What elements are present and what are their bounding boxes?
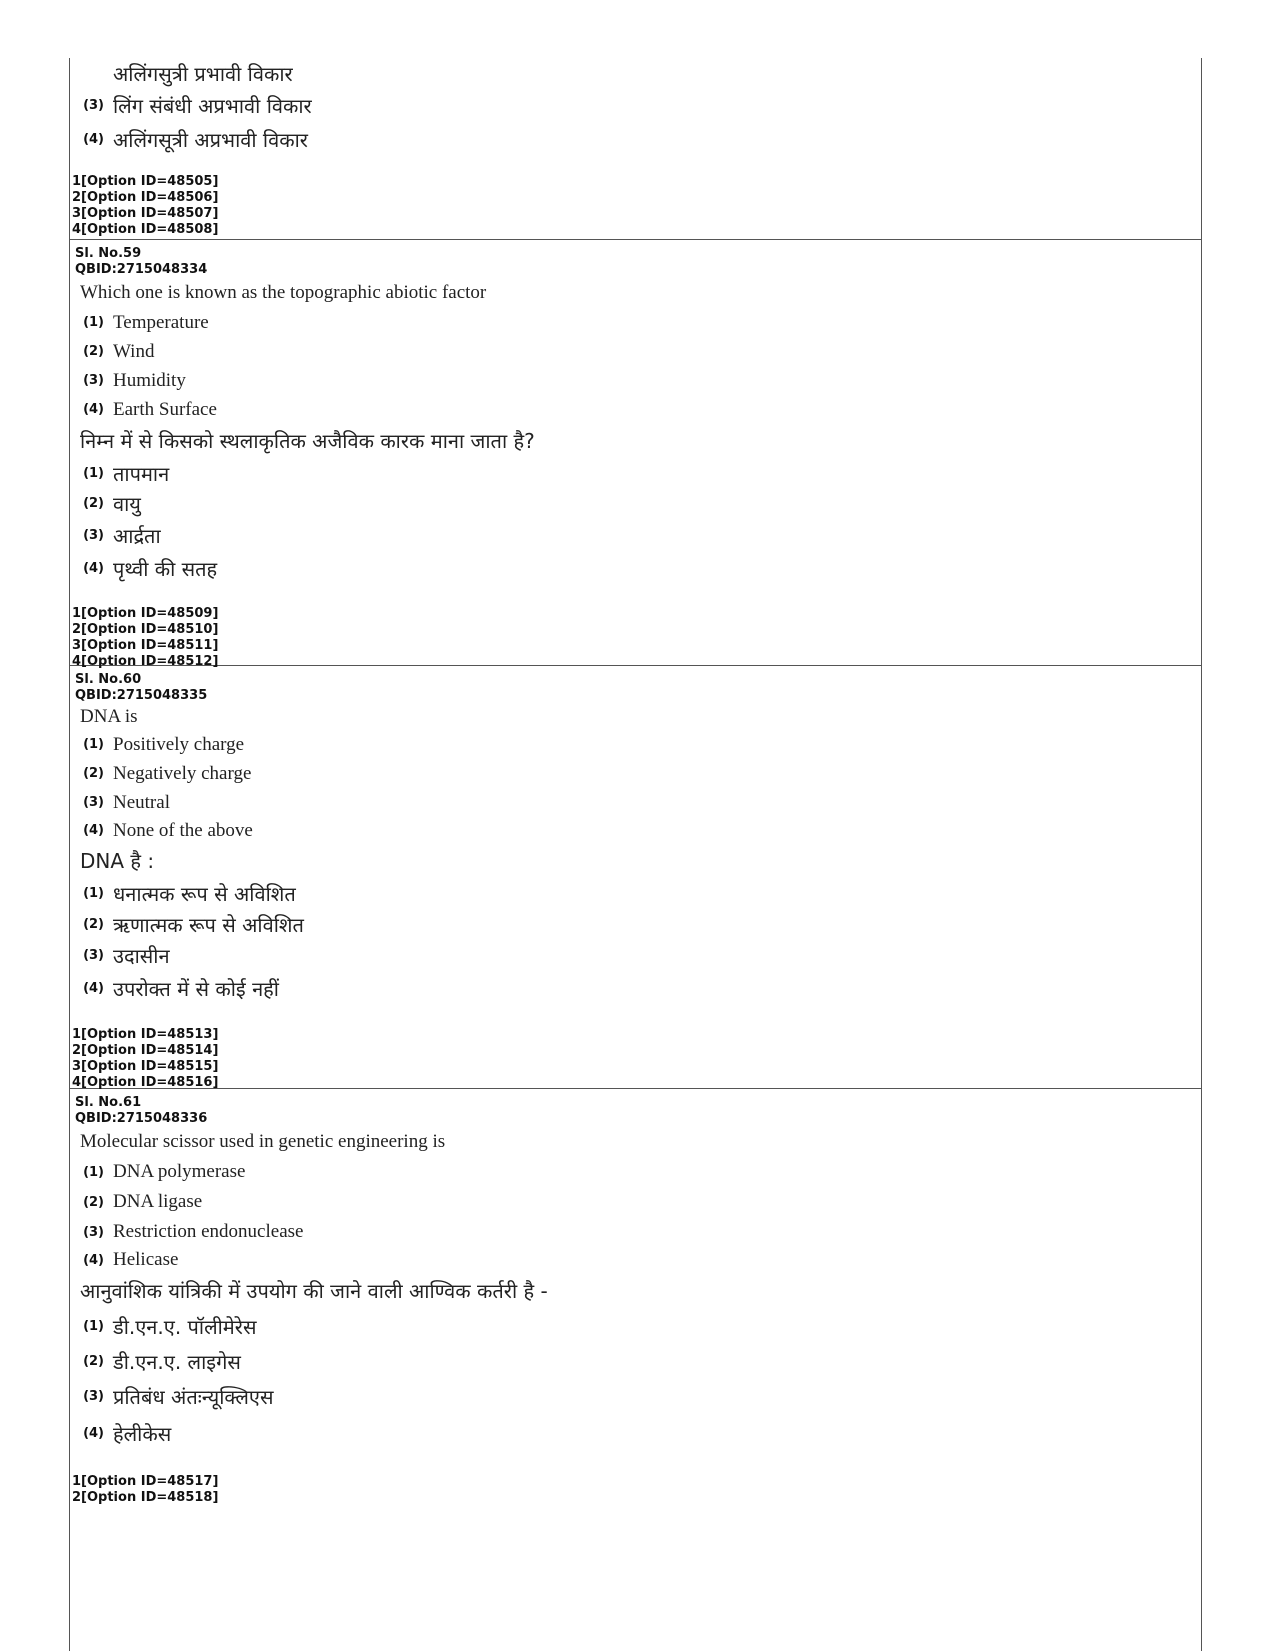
option-number: (1) (83, 737, 104, 752)
option-text: प्रतिबंध अंतःन्यूक्लिएस (113, 1385, 274, 1409)
option-number: (2) (83, 1194, 104, 1210)
option-number: (2) (83, 917, 104, 932)
option-en-3 (70, 1217, 1201, 1247)
option-hi-3 (70, 940, 1201, 971)
option-en-1 (70, 730, 1201, 759)
option-text: लिंग संबंधी अप्रभावी विकार (113, 93, 312, 118)
option-number: (3) (83, 948, 104, 963)
question-58-tail (70, 58, 1201, 240)
option-en-4 (70, 395, 1201, 424)
option-hi-4 (70, 122, 1201, 156)
option-id: 1[Option ID=48509] (72, 606, 219, 621)
option-id: 4[Option ID=48508] (72, 222, 219, 237)
option-en-2 (70, 1187, 1201, 1217)
option-text: अलिंगसूत्री अप्रभावी विकार (113, 127, 308, 152)
option-id: 3[Option ID=48515] (72, 1059, 219, 1074)
option-number: (2) (83, 1354, 104, 1369)
option-number: (2) (83, 495, 104, 511)
question-text-hi: आनुवांशिक यांत्रिकी में उपयोग की जाने वाली आण्विक कर्तरी है - (80, 1279, 548, 1303)
serial-number: Sl. No.60 (75, 672, 142, 687)
option-text: तापमान (113, 461, 170, 486)
option-hi-4 (70, 552, 1201, 584)
option-text: पृथ्वी की सतह (113, 556, 218, 581)
option-number: (1) (83, 465, 104, 481)
option-number: (3) (83, 795, 104, 810)
option-text: वायु (113, 491, 141, 516)
option-number: (1) (83, 886, 104, 901)
option-text: Restriction endonuclease (113, 1221, 304, 1242)
option-en-1 (70, 308, 1201, 337)
option-number: (3) (83, 97, 104, 113)
option-number: (4) (83, 980, 104, 996)
option-id-list (70, 1027, 1201, 1091)
option-number: (3) (83, 1224, 104, 1240)
option-number: (2) (83, 344, 104, 359)
option-hi-3 (70, 88, 1201, 122)
question-59 (70, 240, 1201, 669)
option-id: 1[Option ID=48505] (72, 174, 219, 189)
question-paper-sheet (69, 58, 1202, 1651)
option-number: (1) (83, 1164, 104, 1180)
question-text-en: Molecular scissor used in genetic engineering is (80, 1131, 446, 1152)
option-text: अलिंगसुत्री प्रभावी विकार (113, 61, 293, 86)
option-text: Earth Surface (113, 398, 217, 420)
option-number: (4) (83, 560, 104, 576)
option-text: उदासीन (113, 944, 170, 968)
option-number: (3) (83, 1389, 104, 1404)
option-hi-3 (70, 1379, 1201, 1414)
qbid: QBID:2715048336 (75, 1111, 208, 1126)
option-id: 2[Option ID=48518] (72, 1490, 219, 1505)
option-id: 1[Option ID=48513] (72, 1027, 219, 1042)
option-id-list (70, 1474, 1201, 1506)
option-id-list (70, 606, 1201, 670)
question-60 (70, 666, 1201, 1089)
option-number: (4) (83, 1252, 104, 1268)
qbid: QBID:2715048334 (75, 262, 208, 277)
option-text: Positively charge (113, 733, 245, 755)
option-number: (3) (83, 527, 104, 543)
option-text: ऋणात्मक रूप से अविशित (113, 913, 304, 937)
option-id: 2[Option ID=48506] (72, 190, 219, 205)
option-hi-2 (70, 909, 1201, 940)
question-61 (70, 1089, 1201, 1649)
option-number: (3) (83, 373, 104, 388)
option-number: (2) (83, 766, 104, 781)
option-text: Temperature (113, 311, 209, 333)
option-text: डी.एन.ए. पॉलीमेरेस (113, 1315, 257, 1339)
option-hi-4 (70, 971, 1201, 1005)
option-text: धनात्मक रूप से अविशित (113, 882, 296, 906)
option-en-2 (70, 759, 1201, 788)
option-en-2 (70, 337, 1201, 366)
option-en-3 (70, 788, 1201, 817)
option-hi-2 (70, 488, 1201, 518)
option-number: (4) (83, 823, 104, 838)
option-2-continued (70, 58, 1201, 88)
option-id: 2[Option ID=48514] (72, 1043, 219, 1058)
question-text-en: DNA is (80, 706, 138, 727)
option-number: (4) (83, 402, 104, 417)
question-text-hi: DNA है : (80, 849, 155, 873)
question-text-en: Which one is known as the topographic abiotic factor (80, 282, 487, 303)
option-text: डी.एन.ए. लाइगेस (113, 1350, 241, 1374)
option-hi-1 (70, 1309, 1201, 1344)
option-id-list (70, 174, 1201, 238)
option-hi-3 (70, 518, 1201, 552)
option-id: 1[Option ID=48517] (72, 1474, 219, 1489)
option-number: (1) (83, 315, 104, 330)
option-text: DNA ligase (113, 1191, 203, 1212)
option-text: Helicase (113, 1249, 179, 1270)
option-text: Wind (113, 340, 155, 362)
option-number: (1) (83, 1319, 104, 1334)
option-id: 4[Option ID=48512] (72, 654, 219, 669)
option-id: 4[Option ID=48516] (72, 1075, 219, 1090)
option-hi-4 (70, 1414, 1201, 1452)
serial-number: Sl. No.59 (75, 246, 142, 261)
option-hi-2 (70, 1344, 1201, 1379)
option-id: 3[Option ID=48507] (72, 206, 219, 221)
option-id: 2[Option ID=48510] (72, 622, 219, 637)
option-text: उपरोक्त में से कोई नहीं (113, 976, 279, 1001)
option-en-4 (70, 817, 1201, 844)
option-hi-1 (70, 878, 1201, 909)
option-en-1 (70, 1157, 1201, 1187)
option-text: Negatively charge (113, 762, 252, 784)
option-hi-1 (70, 458, 1201, 488)
option-en-3 (70, 366, 1201, 395)
option-en-4 (70, 1247, 1201, 1273)
option-id: 3[Option ID=48511] (72, 638, 219, 653)
option-number: (4) (83, 1425, 104, 1441)
option-text: आर्द्रता (113, 523, 161, 548)
question-text-hi: निम्न में से किसको स्थलाकृतिक अजैविक कारक माना जाता है? (80, 429, 535, 453)
option-text: None of the above (113, 819, 253, 841)
option-text: DNA polymerase (113, 1161, 246, 1182)
option-number: (4) (83, 131, 104, 147)
option-text: Humidity (113, 369, 186, 391)
option-text: हेलीकेस (113, 1421, 172, 1446)
qbid: QBID:2715048335 (75, 688, 208, 703)
serial-number: Sl. No.61 (75, 1095, 142, 1110)
option-text: Neutral (113, 791, 170, 813)
